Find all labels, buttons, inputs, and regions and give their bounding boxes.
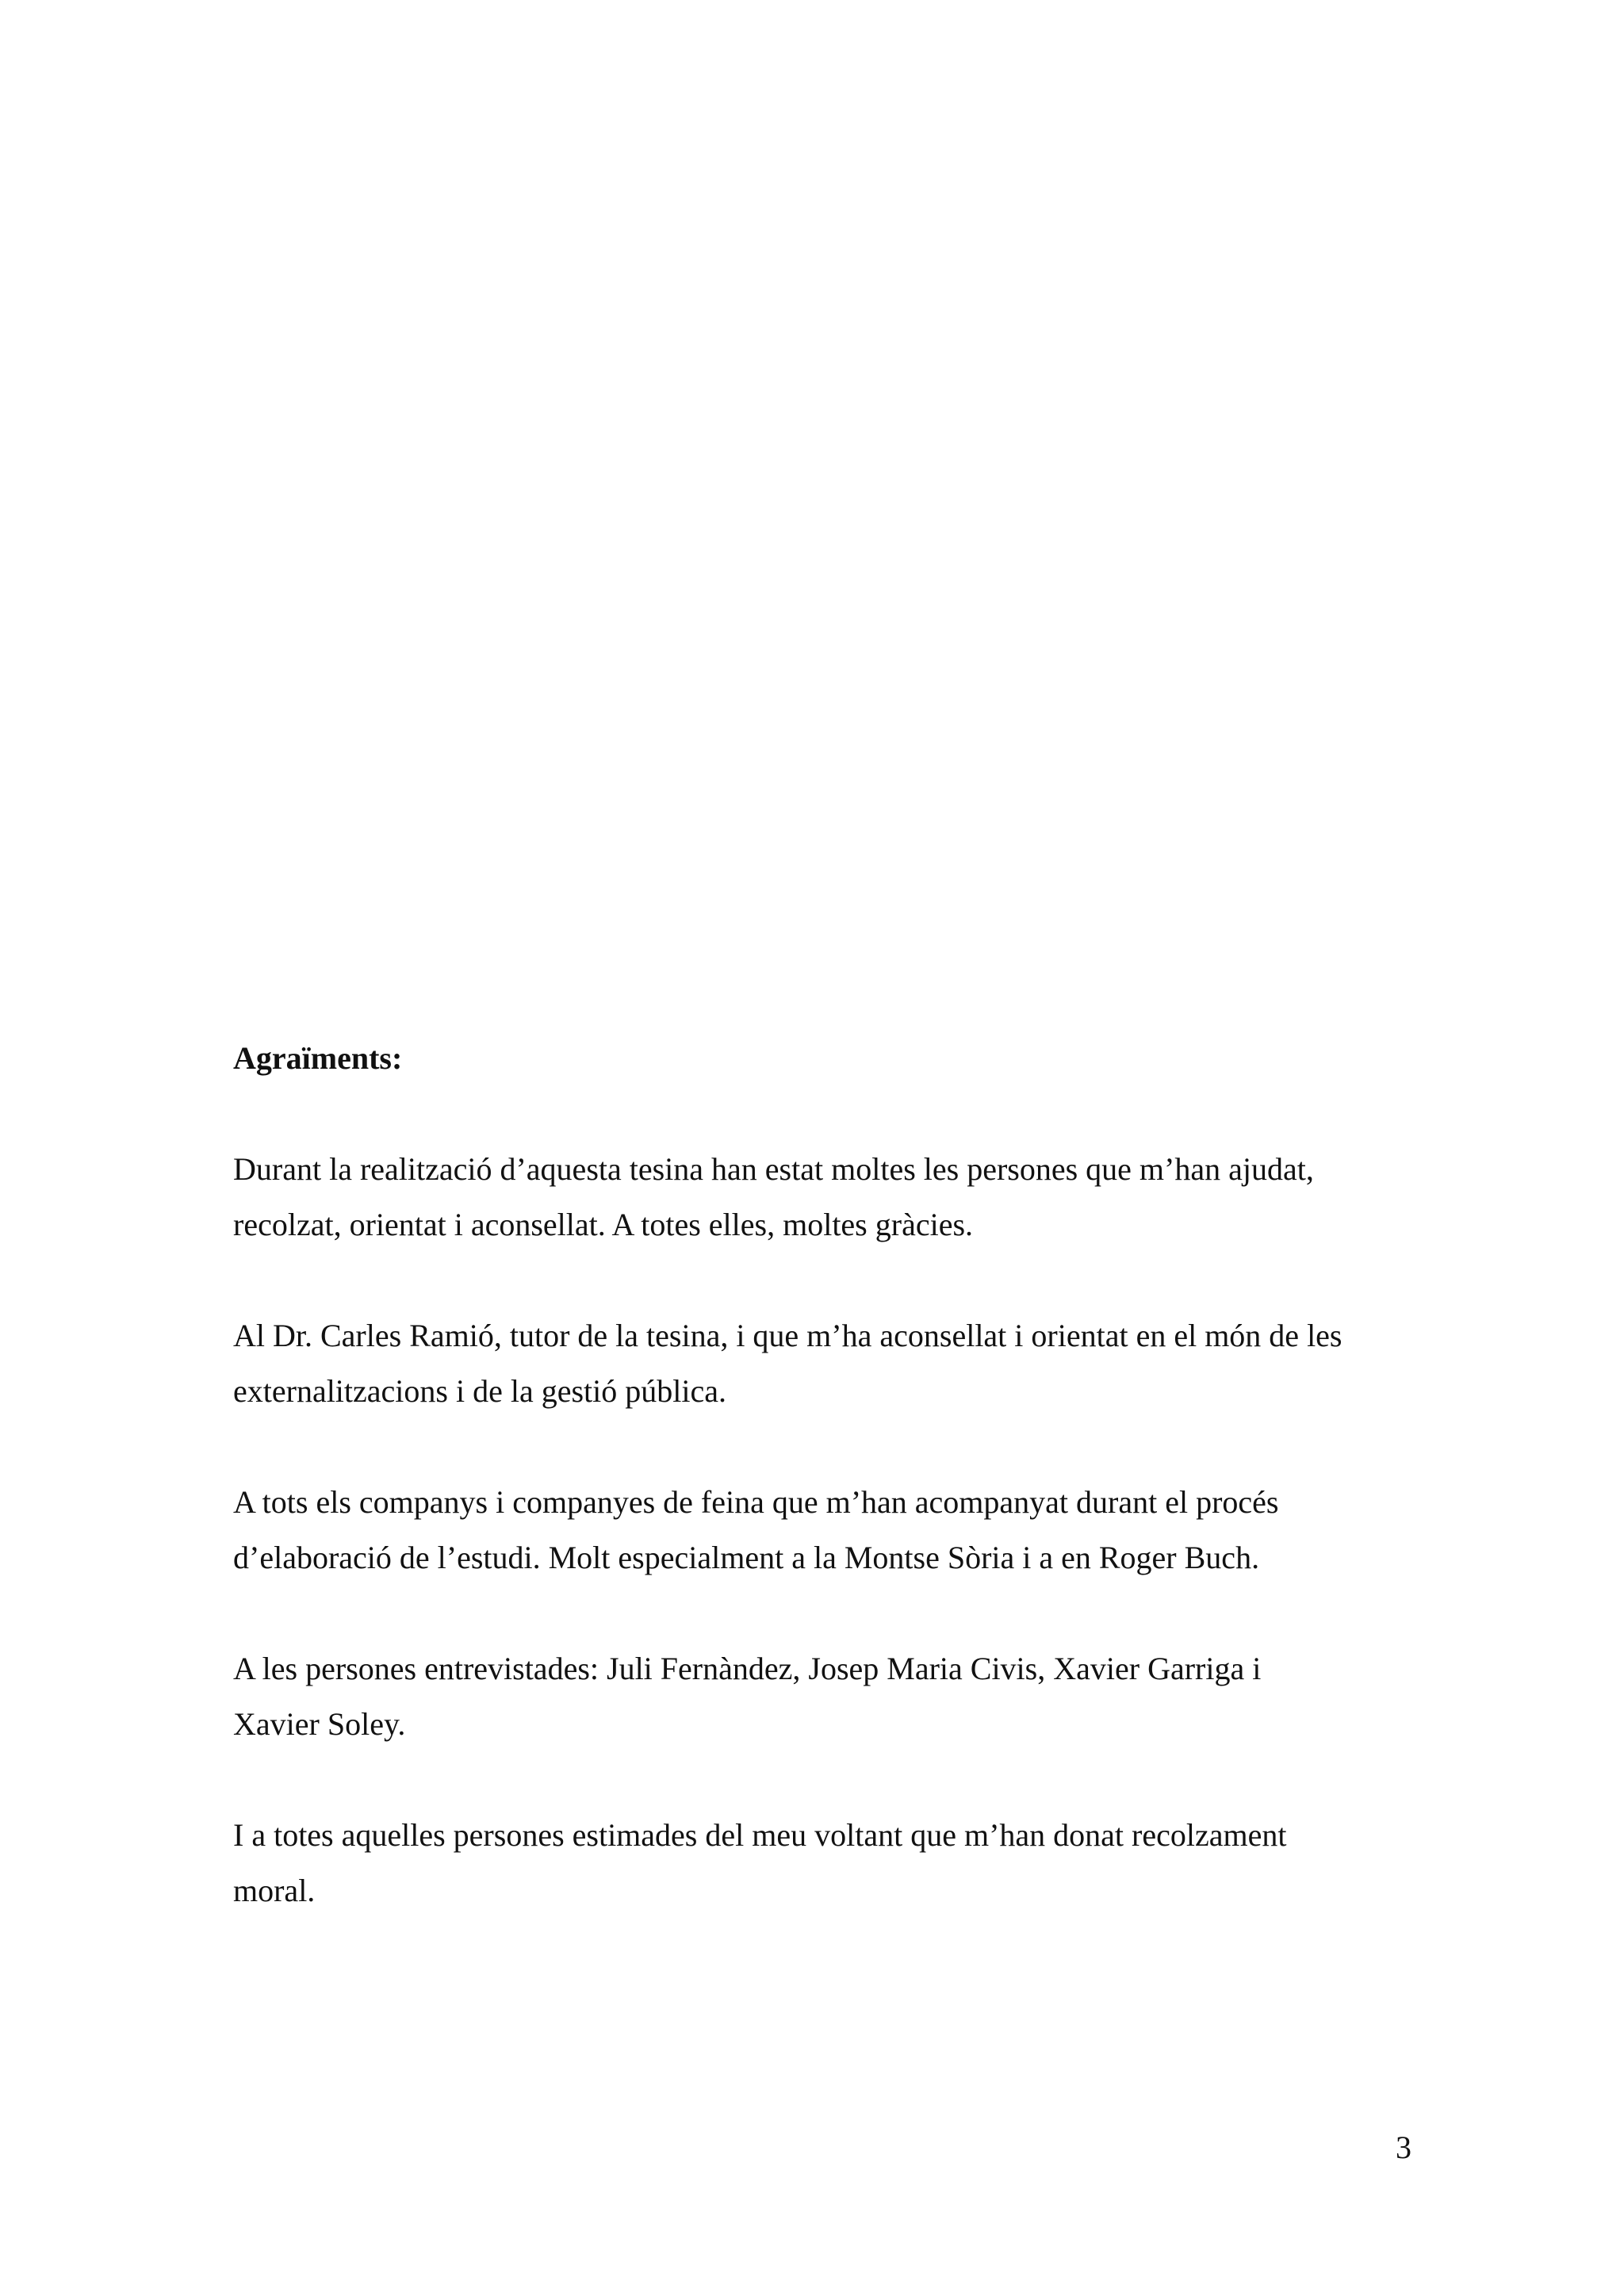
paragraph: [233, 1475, 1407, 1586]
section-heading: Agraïments:: [233, 1040, 403, 1076]
paragraph-line: recolzat, orientat i aconsellat. A totes elles, moltes gràcies.: [233, 1207, 974, 1242]
paragraph-line: A tots els companys i companyes de feina que m’han acompanyat durant el procés: [233, 1484, 1279, 1520]
paragraph: [233, 1808, 1407, 1919]
paragraph-line: A les persones entrevistades: Juli Fernàndez, Josep Maria Civis, Xavier Garriga i: [233, 1651, 1262, 1686]
paragraph-line: Al Dr. Carles Ramió, tutor de la tesina, i que m’ha aconsellat i orientat en el món de les: [233, 1318, 1342, 1353]
paragraph-line: externalitzacions i de la gestió pública.: [233, 1373, 726, 1409]
paragraph-line: Xavier Soley.: [233, 1706, 406, 1742]
paragraph-line: I a totes aquelles persones estimades del meu voltant que m’han donat recolzament: [233, 1817, 1287, 1853]
paragraph-line: Durant la realització d’aquesta tesina han estat moltes les persones que m’han ajudat,: [233, 1151, 1314, 1187]
paragraph-line: d’elaboració de l’estudi. Molt especialment a la Montse Sòria i a en Roger Buch.: [233, 1540, 1260, 1575]
paragraph-line: moral.: [233, 1873, 316, 1908]
paragraph: [233, 1142, 1407, 1253]
paragraph: [233, 1641, 1407, 1752]
page-number: 3: [1396, 2130, 1411, 2165]
acknowledgements-section: [233, 1031, 1407, 1974]
paragraph: [233, 1308, 1407, 1419]
